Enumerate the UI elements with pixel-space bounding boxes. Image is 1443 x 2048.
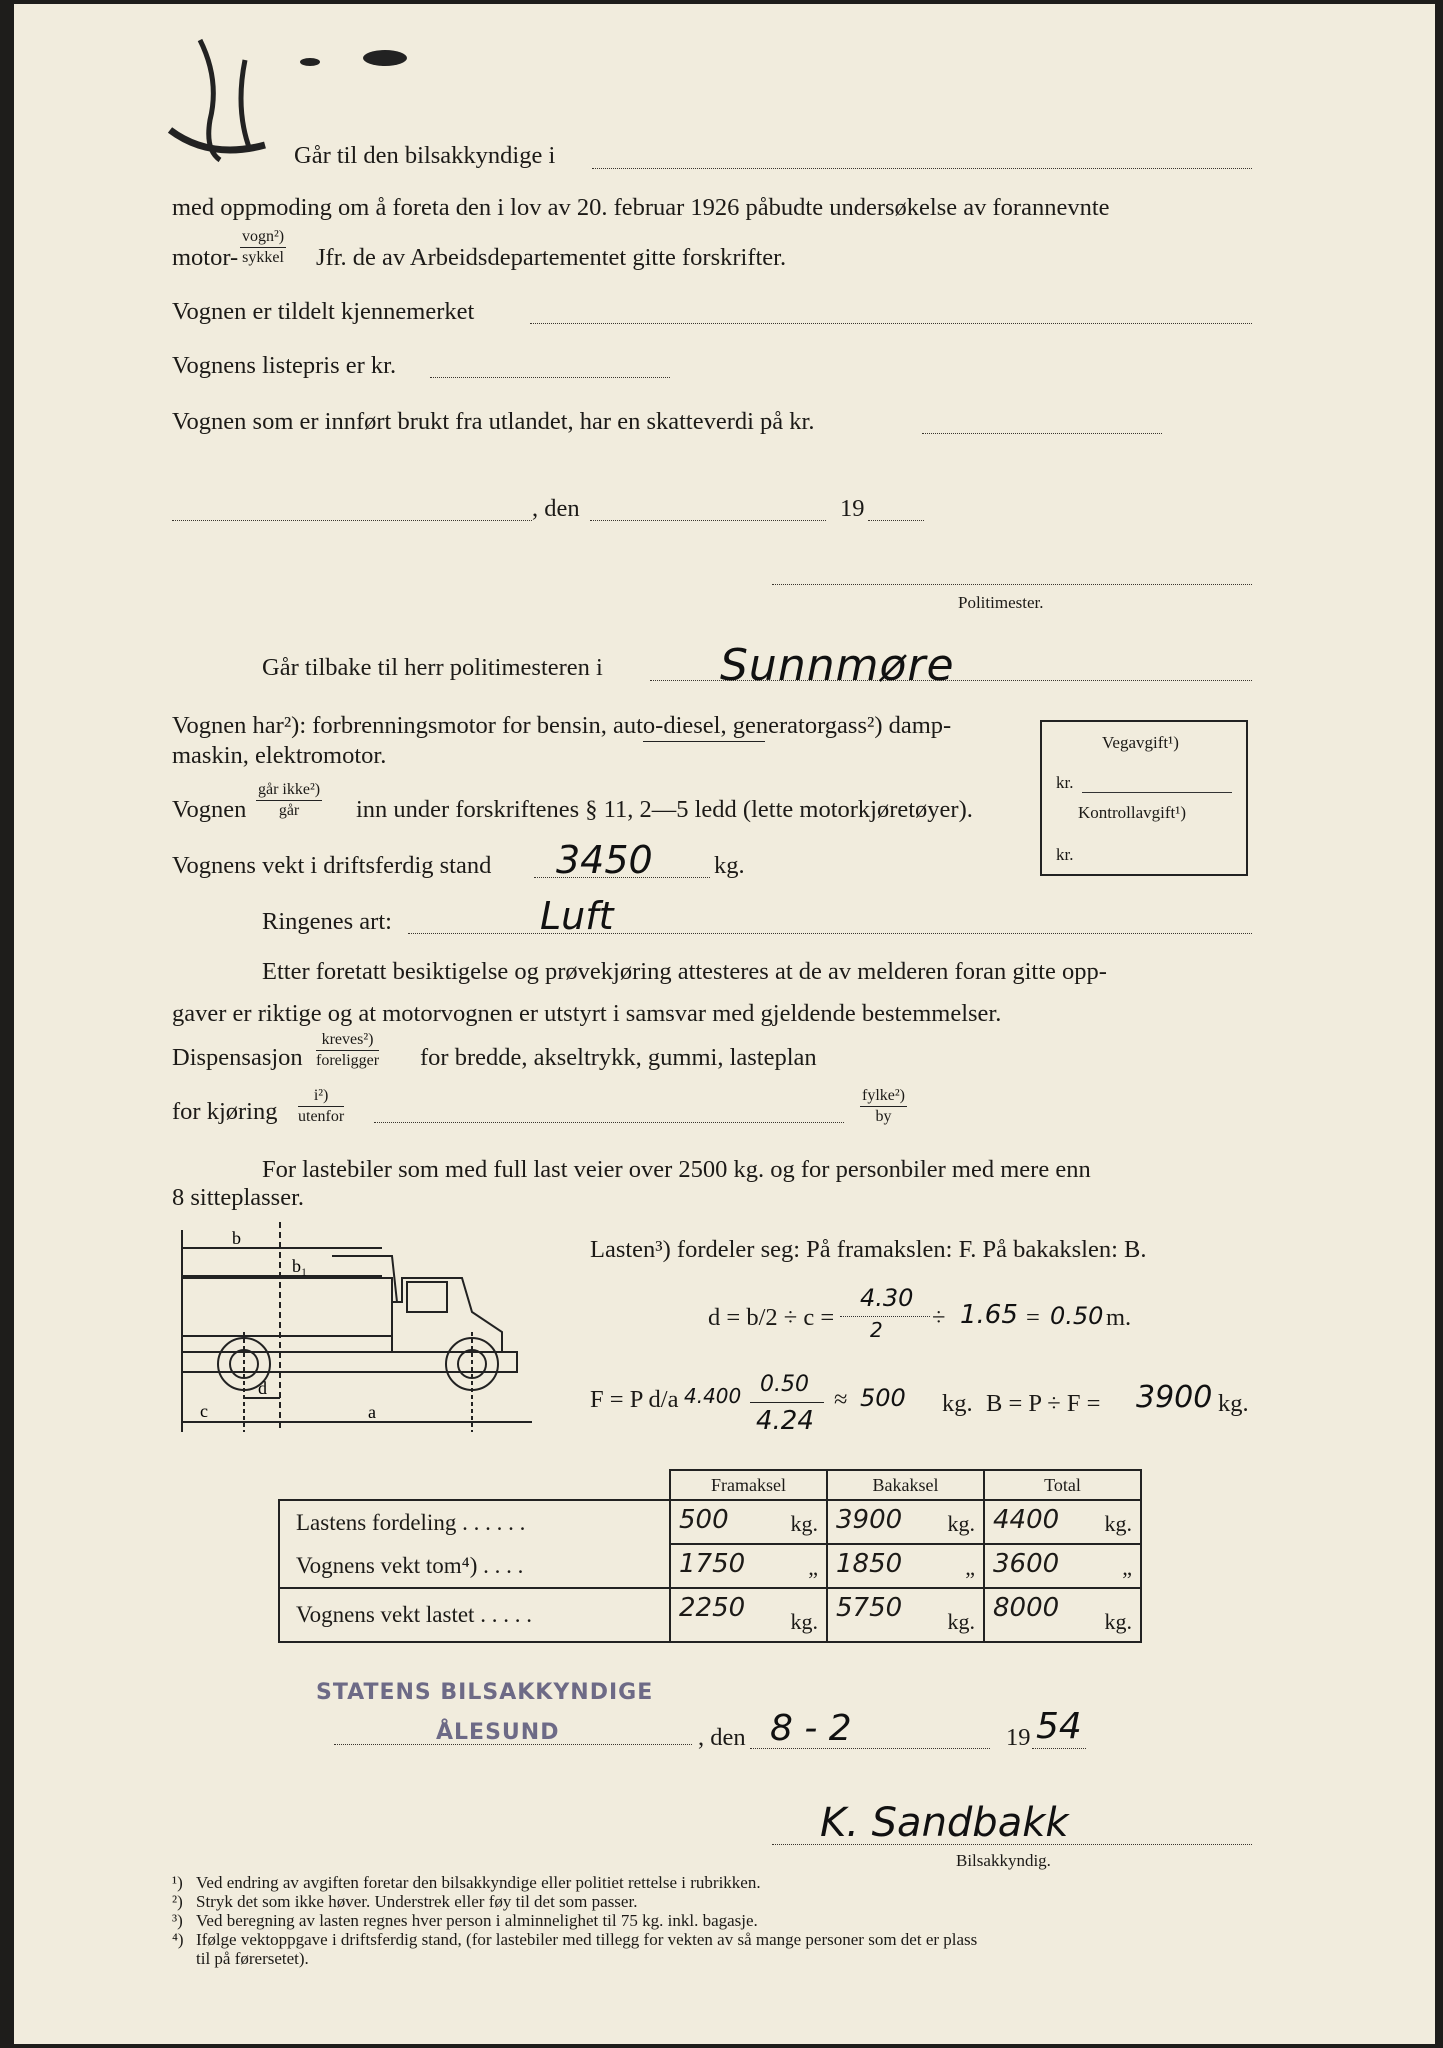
load-intro-line1: For lastebiler som med full last veier over 2500 kg. og for personbiler med mere enn <box>262 1156 1091 1183</box>
f-hw-denominator: 4.24 <box>756 1406 814 1436</box>
d-hw-denominator: 2 <box>870 1318 883 1342</box>
footnote-mark: ²) <box>172 1892 183 1911</box>
signoff-date-label: , den <box>698 1724 746 1751</box>
dispensation-fraction: kreves²) foreligger <box>316 1031 380 1069</box>
tyre-type-label: Ringenes art: <box>262 908 392 935</box>
header-total: Total <box>984 1470 1141 1500</box>
b-unit: kg. <box>1218 1390 1249 1417</box>
header-rear-axle: Bakaksel <box>827 1470 984 1500</box>
approx-sign: ≈ <box>834 1386 848 1413</box>
footnote-text: Ifølge vektoppgave i driftsferdig stand, (for lastebiler med tillegg for vekten av så mange personer som det er plass <box>196 1930 978 1949</box>
driving-area-field[interactable] <box>374 1122 844 1123</box>
footnote-text: Ved endring av avgiften foretar den bilsakkyndige eller politiet rettelse i rubrikken. <box>196 1873 761 1892</box>
weight-label: Vognens vekt i driftsferdig stand <box>172 852 492 879</box>
f-hw-p: 4.400 <box>684 1384 742 1408</box>
load-distribution-text: Lasten³) fordeler seg: På framakslen: F. På bakakslen: B. <box>590 1236 1147 1263</box>
auto-diesel-underline <box>643 741 765 742</box>
signoff-year-prefix: 19 <box>1006 1724 1031 1751</box>
return-line: Går tilbake til herr politimesteren i <box>262 654 603 681</box>
load-intro-line2: 8 sitteplasser. <box>172 1184 305 1211</box>
footnote-mark: ⁴) <box>172 1930 184 1949</box>
cell-rear: 3900 kg. <box>827 1500 984 1544</box>
light-vehicle-prefix: Vognen <box>172 796 247 823</box>
f-hw-result: 500 <box>860 1384 906 1412</box>
cell-total: 4400 kg. <box>984 1500 1141 1544</box>
place-field[interactable] <box>172 520 532 521</box>
dim-d-label: d <box>258 1378 267 1398</box>
road-fee-currency: kr. <box>1056 773 1074 792</box>
d-hw-c: 1.65 <box>960 1300 1018 1330</box>
f-hw-numerator: 0.50 <box>760 1372 809 1397</box>
year-field[interactable] <box>868 520 924 521</box>
table-header-row <box>279 1470 1141 1500</box>
load-table <box>278 1469 1142 1643</box>
dim-b1-label: b₁ <box>292 1256 308 1276</box>
request-line: med oppmoding om å foreta den i lov av 20. februar 1926 påbudte undersøkelse av forannevnte <box>172 194 1110 221</box>
motor-regulation-text: Jfr. de av Arbeidsdepartementet gitte forskrifter. <box>316 244 787 271</box>
row-label: Lastens fordeling . . . . . . <box>279 1500 670 1544</box>
police-chief-title: Politimester. <box>958 593 1044 612</box>
dispensation-prefix: Dispensasjon <box>172 1044 303 1071</box>
control-fee-label: Kontrollavgift¹) <box>1078 803 1187 822</box>
cell-total: 3600 „ <box>984 1544 1141 1588</box>
row-label: Vognens vekt tom⁴) . . . . <box>279 1544 670 1588</box>
signoff-date-handwritten: 8 - 2 <box>770 1708 852 1749</box>
b-formula: B = P ÷ F = <box>986 1390 1101 1417</box>
road-fee-label: Vegavgift¹) <box>1102 733 1179 752</box>
year-label: 19 <box>840 495 865 522</box>
dim-c-label: c <box>200 1401 208 1421</box>
d-formula: d = b/2 ÷ c = <box>708 1304 835 1331</box>
footnote-text: Ved beregning av lasten regnes hver person i alminnelighet til 75 kg. inkl. bagasje. <box>196 1911 758 1930</box>
engine-type-line1: Vognen har²): forbrenningsmotor for bensin, auto-diesel, generatorgass²) damp- <box>172 712 952 739</box>
stamp-place-field[interactable] <box>334 1744 692 1745</box>
cell-total: 8000 kg. <box>984 1588 1141 1642</box>
cell-rear: 1850 „ <box>827 1544 984 1588</box>
f-formula: F = P d/a <box>590 1386 679 1413</box>
f-fraction-bar <box>750 1402 824 1403</box>
tyre-type-handwritten: Luft <box>540 894 614 938</box>
attestation-line2: gaver er riktige og at motorvognen er utstyrt i samsvar med gjeldende bestemmelser. <box>172 1000 1002 1027</box>
list-price-label: Vognens listepris er kr. <box>172 352 397 379</box>
tax-value-label: Vognen som er innført brukt fra utlandet, har en skatteverdi på kr. <box>172 408 815 435</box>
driving-prefix: for kjøring <box>172 1098 278 1125</box>
motor-fraction: vogn²) sykkel <box>242 228 285 266</box>
table-row <box>279 1588 1141 1642</box>
d-unit: m. <box>1106 1304 1132 1331</box>
cargo-bed <box>182 1278 392 1336</box>
registration-label: Vognen er tildelt kjennemerket <box>172 298 475 325</box>
d-hw-result: 0.50 <box>1050 1302 1104 1330</box>
f-unit: kg. <box>942 1390 973 1417</box>
dispensation-text: for bredde, akseltrykk, gummi, lasteplan <box>420 1044 817 1071</box>
b-hw-result: 3900 <box>1136 1380 1213 1415</box>
cell-front: 2250 kg. <box>670 1588 827 1642</box>
county-fraction: fylke²) by <box>862 1087 905 1125</box>
dim-b-label: b <box>232 1228 241 1248</box>
weight-handwritten: 3450 <box>556 838 653 882</box>
expert-title: Bilsakkyndig. <box>956 1851 1051 1870</box>
police-signature-field[interactable] <box>772 584 1252 585</box>
signoff-year-handwritten: 54 <box>1036 1706 1082 1747</box>
stamp-line2: ÅLESUND <box>436 1720 560 1745</box>
weight-unit: kg. <box>714 852 745 879</box>
signoff-year-field[interactable] <box>1032 1748 1086 1749</box>
control-fee-currency: kr. <box>1056 845 1074 864</box>
attestation-line1: Etter foretatt besiktigelse og prøvekjøring attesteres at de av melderen foran gitte opp- <box>262 958 1107 985</box>
header-front-axle: Framaksel <box>670 1470 827 1500</box>
light-vehicle-fraction: går ikke²) går <box>258 781 321 819</box>
tyre-type-field[interactable] <box>408 933 1252 934</box>
list-price-field[interactable] <box>430 377 670 378</box>
driving-fraction: i²) utenfor <box>298 1087 345 1125</box>
light-vehicle-text: inn under forskriftenes § 11, 2—5 ledd (lette motorkjøretøyer). <box>356 796 973 823</box>
stamp-line1: STATENS BILSAKKYNDIGE <box>316 1680 654 1705</box>
d-fraction-bar <box>840 1316 930 1317</box>
row-label: Vognens vekt lastet . . . . . <box>279 1588 670 1642</box>
footnote-text: Stryk det som ikke høver. Understrek eller føy til det som passer. <box>196 1892 638 1911</box>
cell-front: 500 kg. <box>670 1500 827 1544</box>
expert-signature: K. Sandbakk <box>820 1800 1069 1846</box>
registration-field[interactable] <box>530 323 1252 324</box>
tax-value-field[interactable] <box>922 433 1162 434</box>
table-corner <box>279 1470 670 1500</box>
truck-diagram <box>172 1222 542 1446</box>
footnote-mark: ¹) <box>172 1873 183 1892</box>
minus-sign: ÷ <box>932 1304 946 1331</box>
footnote-mark: ³) <box>172 1911 183 1930</box>
dim-a-label: a <box>368 1402 376 1422</box>
date-field[interactable] <box>590 520 826 521</box>
road-fee-field[interactable] <box>1082 792 1232 793</box>
engine-type-line2: maskin, elektromotor. <box>172 742 387 769</box>
motor-prefix: motor- <box>172 244 239 271</box>
fee-box <box>1040 720 1248 876</box>
table-row <box>279 1500 1141 1544</box>
expert-location-field[interactable] <box>592 168 1252 169</box>
d-hw-numerator: 4.30 <box>860 1284 914 1312</box>
equals-sign: = <box>1026 1304 1040 1331</box>
goes-to-expert-line: Går til den bilsakkyndige i <box>294 142 556 169</box>
date-label: , den <box>532 495 580 522</box>
cell-front: 1750 „ <box>670 1544 827 1588</box>
return-place-handwritten: Sunnmøre <box>720 640 955 691</box>
footnote-text: til på førersetet). <box>196 1949 309 1968</box>
cell-rear: 5750 kg. <box>827 1588 984 1642</box>
table-row <box>279 1544 1141 1588</box>
